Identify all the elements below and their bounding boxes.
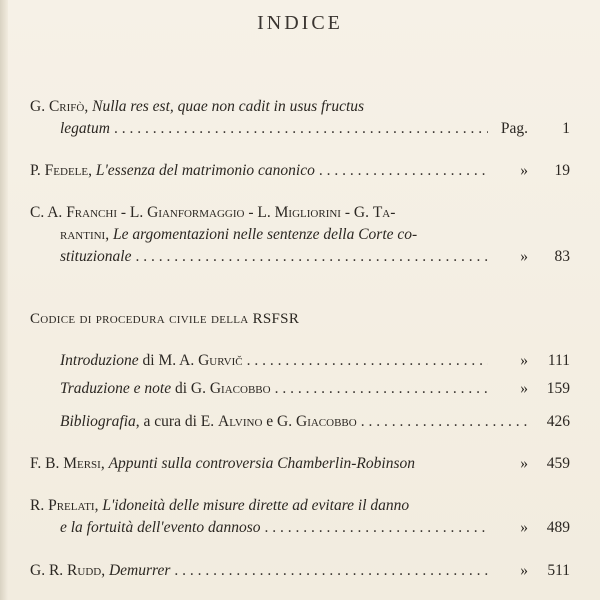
toc-title: Le argomentazioni nelle sentenze della Corte co-	[112, 226, 418, 243]
toc-author: G.	[30, 98, 46, 115]
toc-entry-crifo	[30, 96, 570, 140]
page-number: 1	[562, 120, 570, 137]
toc-entry-line: F. B. Mersi , Appunti sulla controversia Chamberlin-Robinson » 459	[30, 453, 570, 475]
page-number: 511	[547, 562, 570, 579]
toc-entry-line: Bibliografia , a cura di E. Alvino e G. Giacobbo . . . 426	[60, 411, 570, 433]
page-title: INDICE	[257, 12, 343, 34]
toc-title-cont: legatum	[60, 120, 110, 137]
leader-dots	[114, 118, 488, 140]
toc-entry-line	[30, 246, 570, 268]
toc-title: Demurrer	[108, 562, 171, 579]
toc-author-surname: Fedele	[44, 162, 89, 179]
toc-entry-franchi	[30, 202, 570, 268]
leader-dots	[319, 160, 488, 182]
page-label: Pag.	[500, 120, 528, 137]
toc-entry-line	[30, 118, 570, 140]
toc-entry-line: P. Fedele , L'essenza del matrimonio canonico . . . » 19	[30, 160, 570, 182]
toc-entry-fedele	[30, 160, 570, 182]
page-number: 159	[546, 380, 570, 397]
toc-subentry-traduzione	[60, 378, 570, 400]
ditto-mark: »	[520, 519, 528, 536]
toc-title-cont: stituzionale	[60, 248, 132, 265]
page-number: 459	[546, 455, 570, 472]
toc-entry-prelati	[30, 495, 570, 539]
toc-entry-rudd	[30, 560, 570, 582]
page-number: 426	[546, 413, 570, 430]
page-edge-shadow	[0, 0, 8, 600]
leader-dots	[174, 560, 488, 582]
toc-entry-line: C. A. Franchi - L. Gianformaggio - L. Migliorini - G. Ta-	[30, 204, 396, 221]
toc-author-surname: Crifò	[48, 98, 85, 115]
leader-dots	[361, 411, 528, 433]
toc-entry-mersi	[30, 453, 570, 475]
leader-dots	[264, 517, 488, 539]
ditto-mark: »	[520, 248, 528, 265]
toc-entry-line: Introduzione di M. A. Gurvič . . . » 111	[60, 350, 570, 372]
ditto-mark: »	[520, 162, 528, 179]
leader-dots	[275, 378, 488, 400]
toc-entry-line: Traduzione e note di G. Giacobbo . . . » 159	[60, 378, 570, 400]
ditto-mark: »	[520, 352, 528, 369]
toc-entry-line: G. Crifò , Nulla res est, quae non cadit in usus fructus	[30, 96, 570, 118]
page-number: 111	[547, 352, 570, 369]
toc-title: L'idoneità delle misure dirette ad evitare il danno	[102, 497, 410, 514]
toc-title: Appunti sulla controversia Chamberlin-Robinson	[108, 455, 415, 472]
page-number: 489	[546, 519, 570, 536]
toc-subentry-bibliografia	[60, 411, 570, 433]
toc-entry-line: rantini , Le argomentazioni nelle sentenze della Corte co-	[30, 224, 570, 246]
toc-entry-line: G. R. Rudd , Demurrer . . . » 511	[30, 560, 570, 582]
toc-title: Nulla res est, quae non cadit in usus fructus	[92, 98, 365, 115]
leader-dots	[135, 246, 488, 268]
page-number: 19	[554, 162, 570, 179]
toc-title: L'essenza del matrimonio canonico	[95, 162, 315, 179]
toc-title-cont: e la fortuità dell'evento dannoso	[60, 519, 261, 536]
toc-entry-line	[30, 517, 570, 539]
toc-subentry-introduzione	[60, 350, 570, 372]
leader-dots	[247, 350, 488, 372]
section-heading: Codice di procedura civile della RSFSR	[30, 311, 300, 327]
page-number: 83	[554, 248, 570, 265]
toc-entry-line: R. Prelati , L'idoneità delle misure dirette ad evitare il danno	[30, 495, 570, 517]
ditto-mark: »	[520, 562, 528, 579]
ditto-mark: »	[520, 380, 528, 397]
ditto-mark: »	[520, 455, 528, 472]
